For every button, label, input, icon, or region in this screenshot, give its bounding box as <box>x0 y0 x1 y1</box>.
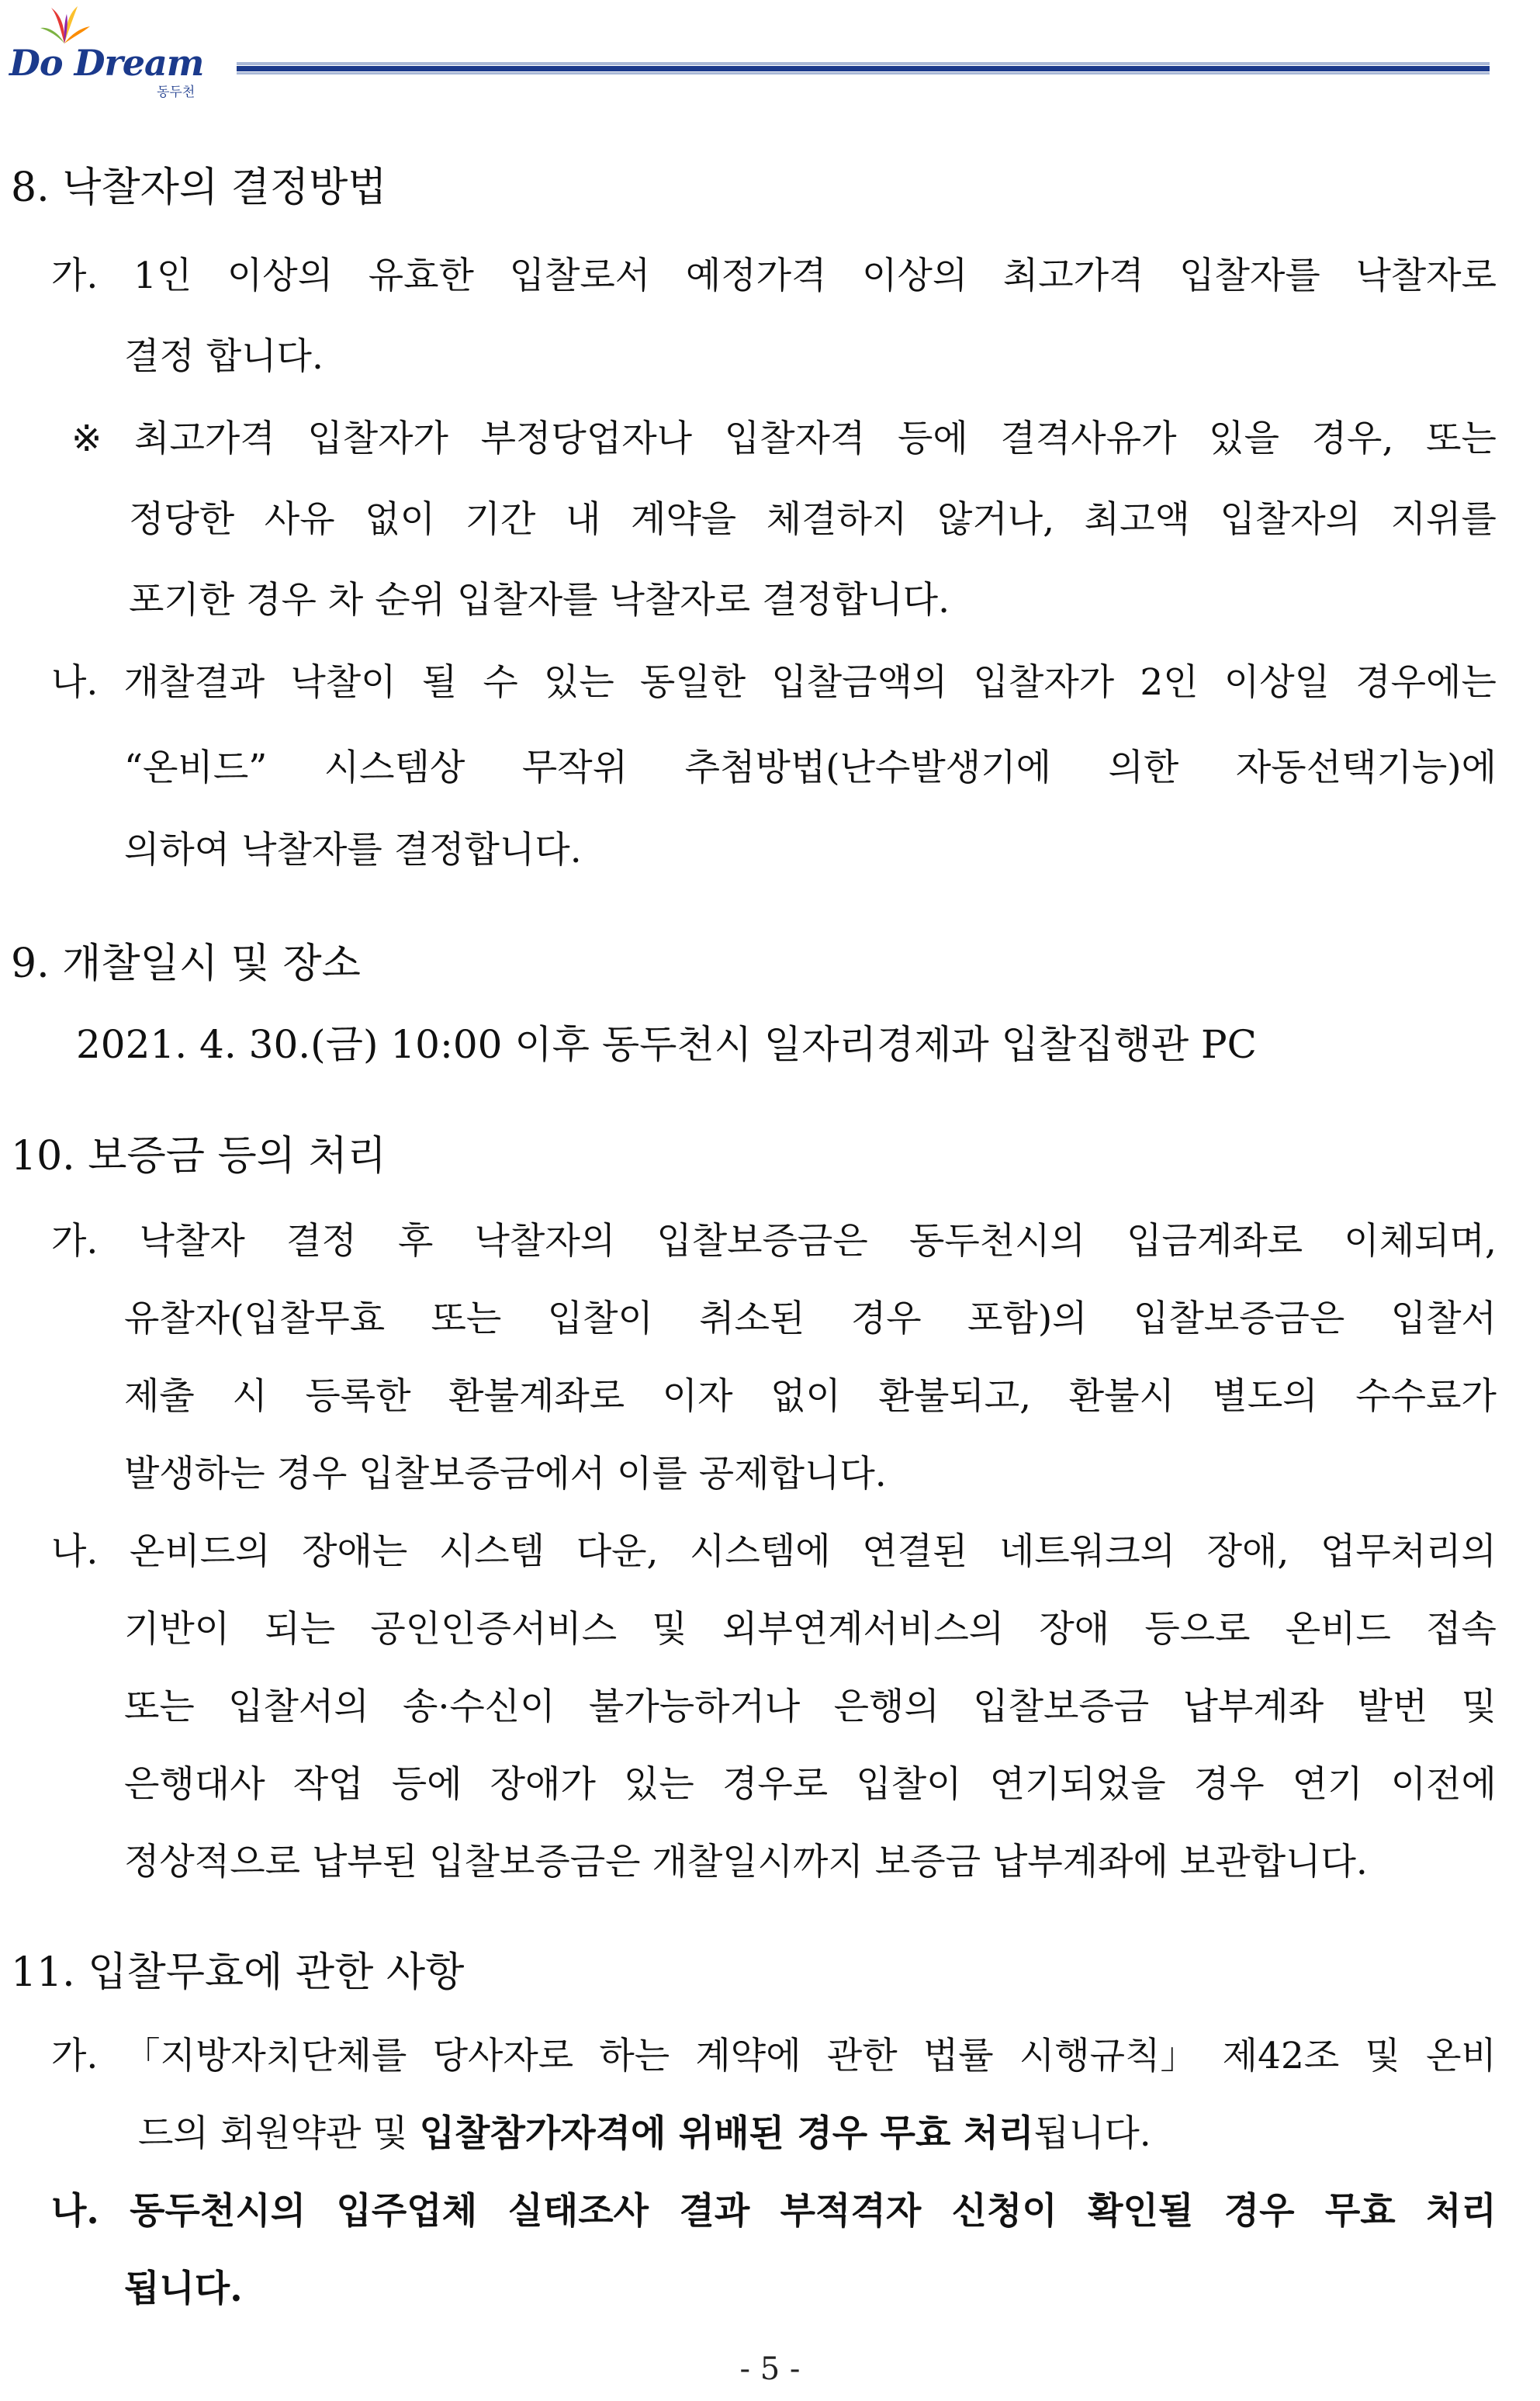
word: 추첨방법(난수발생기에 <box>684 747 1051 789</box>
section-11-heading: 11. 입찰무효에 관한 사항 <box>11 1949 465 1996</box>
section-10-heading: 10. 보증금 등의 처리 <box>11 1133 386 1180</box>
word: 연기되었을 <box>989 1763 1166 1806</box>
word: 또는 <box>431 1298 502 1340</box>
word: 동두천시의 <box>908 1220 1085 1263</box>
word: 유효한 <box>368 255 474 297</box>
word: 경우로 <box>722 1763 829 1806</box>
word: 입찰보증금은 <box>656 1220 868 1263</box>
word: 은행의 <box>833 1686 940 1728</box>
section-11-ga-line-2-pre: 드의 회원약관 및 <box>138 2112 420 2155</box>
word: 되는 <box>265 1608 336 1651</box>
word: 확인될 <box>1088 2190 1194 2233</box>
word: 무작위 <box>521 747 628 789</box>
word: 송·수신이 <box>403 1686 555 1728</box>
word: 입찰자가 <box>307 417 448 460</box>
word: 연기 <box>1292 1763 1363 1806</box>
word: 가. <box>51 255 99 297</box>
word: 장애는 <box>302 1530 408 1573</box>
section-11-ga-line-2 <box>138 2111 1151 2157</box>
word: 의한 <box>1108 747 1179 789</box>
word: 최고액 <box>1084 498 1190 541</box>
word: 자동선택기능)에 <box>1235 747 1497 789</box>
word: 취소된 <box>699 1298 805 1340</box>
word: 업무처리의 <box>1320 1530 1497 1573</box>
section-9-heading: 9. 개찰일시 및 장소 <box>11 941 361 987</box>
section-10-ga-line-1 <box>51 1218 1497 1265</box>
section-11-ga-line-2-post: 됩니다. <box>1033 2112 1151 2155</box>
word: 체결하지 <box>766 498 908 541</box>
word: 다운, <box>576 1530 659 1573</box>
word: 내 <box>565 498 601 541</box>
word: 기반이 <box>124 1608 230 1651</box>
section-11-ga-line-1 <box>51 2033 1497 2080</box>
word: 이전에 <box>1390 1763 1497 1806</box>
word: 가. <box>51 2035 99 2077</box>
word: 낙찰이 <box>290 661 396 704</box>
word: 및 <box>1365 2035 1400 2077</box>
word: 또는 <box>124 1686 195 1728</box>
section-8-ga-line-2: 결정 합니다. <box>124 335 324 378</box>
word: 결과 <box>679 2190 750 2233</box>
page-number: - 5 - <box>739 2351 801 2387</box>
section-8-note-line-1 <box>71 416 1497 463</box>
word: 낙찰자의 <box>474 1220 616 1263</box>
word: 「지방자치단체를 <box>123 2035 407 2077</box>
word: 시스템 <box>438 1530 545 1573</box>
word: 입찰이 <box>547 1298 653 1340</box>
word: 장애가 <box>490 1763 596 1806</box>
page-header <box>0 0 1540 100</box>
word: 경우, <box>1311 417 1394 460</box>
word: 최고가격 <box>1002 255 1144 297</box>
word: 불가능하거나 <box>588 1686 801 1728</box>
section-10-na-line-1 <box>51 1529 1497 1575</box>
section-10-ga-line-3 <box>124 1374 1497 1420</box>
section-10-ga-line-2 <box>124 1296 1497 1343</box>
word: 입찰자를 <box>1179 255 1320 297</box>
word: 등에 <box>391 1763 462 1806</box>
word: 유찰자(입찰무효 <box>124 1298 386 1340</box>
word: 외부연계서비스의 <box>722 1608 1005 1651</box>
section-8-na-line-2 <box>124 745 1497 792</box>
word: 환불되고, <box>878 1375 1032 1418</box>
word: 공인인증서비스 <box>370 1608 618 1651</box>
word: 입찰자의 <box>1220 498 1362 541</box>
word: 이상의 <box>227 255 334 297</box>
word: 낙찰자 <box>139 1220 245 1263</box>
word: 시 <box>232 1375 268 1418</box>
word: 2인 <box>1140 661 1199 704</box>
section-8-note-line-3: 포기한 경우 차 순위 입찰자를 낙찰자로 결정합니다. <box>129 579 950 622</box>
word: 제42조 <box>1222 2035 1340 2077</box>
word: 정당한 <box>129 498 235 541</box>
word: 개찰결과 <box>123 661 265 704</box>
section-8-heading: 8. 낙찰자의 결정방법 <box>11 165 387 211</box>
section-10-na-line-3 <box>124 1684 1497 1731</box>
word: 작업 <box>292 1763 364 1806</box>
word: 경우 <box>850 1298 922 1340</box>
word: 나. <box>51 661 99 704</box>
section-8-note-line-2 <box>129 497 1497 543</box>
word: 계약을 <box>630 498 737 541</box>
word: 입찰서 <box>1390 1298 1497 1340</box>
header-divider <box>237 62 1490 74</box>
word: 후 <box>397 1220 434 1263</box>
word: 기간 <box>465 498 536 541</box>
word: 입찰보증금은 <box>1133 1298 1345 1340</box>
word: 있는 <box>624 1763 694 1806</box>
word: 네트워크의 <box>999 1530 1176 1573</box>
word: 온비드의 <box>129 1530 271 1573</box>
word: 수수료가 <box>1355 1375 1497 1418</box>
word: 없이 <box>770 1375 841 1418</box>
word: 입금계좌로 <box>1126 1220 1303 1263</box>
word: 등으로 <box>1144 1608 1251 1651</box>
word: 입주업체 <box>336 2190 478 2233</box>
section-11-na-line-1 <box>51 2188 1497 2235</box>
word: 경우에는 <box>1355 661 1497 704</box>
word: 별도의 <box>1212 1375 1318 1418</box>
word: 있을 <box>1209 417 1279 460</box>
word: 부정당업자나 <box>480 417 693 460</box>
word: 접속 <box>1426 1608 1497 1651</box>
section-8-na-line-1 <box>51 660 1497 706</box>
word: 시스템에 <box>690 1530 831 1573</box>
word: 이상일 <box>1223 661 1331 704</box>
word: 발번 <box>1357 1686 1428 1728</box>
word: 부적격자 <box>780 2190 922 2233</box>
word: 입찰로서 <box>509 255 651 297</box>
word: 경우 <box>1223 2190 1295 2233</box>
word: 또는 <box>1426 417 1497 460</box>
word: 등록한 <box>305 1375 411 1418</box>
word: 장애, <box>1206 1530 1289 1573</box>
word: 경우 <box>1193 1763 1265 1806</box>
word: 입찰이 <box>856 1763 962 1806</box>
word: 않거나, <box>936 498 1055 541</box>
section-10-na-line-2 <box>124 1606 1497 1653</box>
section-10-na-line-5: 정상적으로 납부된 입찰보증금은 개찰일시까지 보증금 납부계좌에 보관합니다. <box>124 1841 1368 1883</box>
section-8-na-line-3: 의하여 낙찰자를 결정합니다. <box>124 829 582 871</box>
word: 시스템상 <box>324 747 465 789</box>
word: 신청이 <box>951 2190 1057 2233</box>
section-10-na-line-4 <box>124 1762 1497 1808</box>
word: 무효 <box>1324 2190 1396 2233</box>
word: 환불계좌로 <box>448 1375 625 1418</box>
word: ※ <box>71 417 102 460</box>
word: 결격사유가 <box>1000 417 1177 460</box>
word: 나. <box>51 2190 99 2233</box>
word: 최고가격 <box>134 417 275 460</box>
word: 결정 <box>286 1220 357 1263</box>
word: 나. <box>51 1530 99 1573</box>
word: 있는 <box>543 661 614 704</box>
word: 예정가격 <box>685 255 827 297</box>
word: 입찰서의 <box>228 1686 369 1728</box>
word: 계약에 <box>695 2035 801 2077</box>
flower-logo-icon <box>37 3 92 47</box>
word: “온비드” <box>124 747 268 789</box>
word: 및 <box>1461 1686 1497 1728</box>
word: 동일한 <box>639 661 746 704</box>
word: 제출 <box>124 1375 195 1418</box>
word: 이체되며, <box>1344 1220 1497 1263</box>
word: 낙찰자로 <box>1355 255 1497 297</box>
section-10-ga-line-4: 발생하는 경우 입찰보증금에서 이를 공제합니다. <box>124 1453 887 1495</box>
word: 이자 <box>662 1375 733 1418</box>
word: 납부계좌 <box>1182 1686 1324 1728</box>
word: 환불시 <box>1068 1375 1175 1418</box>
word: 입찰보증금 <box>973 1686 1150 1728</box>
word: 관한 <box>826 2035 898 2077</box>
section-8-ga-line-1 <box>51 253 1497 300</box>
word: 1인 <box>133 255 192 297</box>
word: 수 <box>483 661 518 704</box>
word: 법률 <box>922 2035 994 2077</box>
word: 처리 <box>1426 2190 1497 2233</box>
word: 당사자로 <box>432 2035 574 2077</box>
word: 등에 <box>898 417 968 460</box>
word: 입찰자격 <box>724 417 866 460</box>
logo-subtext: 동두천 <box>157 85 196 100</box>
word: 및 <box>652 1608 687 1651</box>
word: 포함)의 <box>967 1298 1088 1340</box>
word: 없이 <box>365 498 435 541</box>
word: 장애 <box>1039 1608 1110 1651</box>
section-9-body: 2021. 4. 30.(금) 10:00 이후 동두천시 일자리경제과 입찰집행관 PC <box>76 1022 1257 1067</box>
word: 은행대사 <box>124 1763 265 1806</box>
word: 온비 <box>1426 2035 1497 2077</box>
word: 동두천시의 <box>130 2190 306 2233</box>
logo-text: Do Dream <box>9 42 204 84</box>
section-11-ga-line-2-bold: 입찰참가자격에 위배된 경우 무효 처리 <box>419 2112 1034 2155</box>
word: 사유 <box>264 498 335 541</box>
word: 가. <box>51 1220 99 1263</box>
word: 시행규칙」 <box>1019 2035 1197 2077</box>
word: 하는 <box>599 2035 670 2077</box>
word: 될 <box>421 661 458 704</box>
section-11-na-line-2: 됩니다. <box>124 2268 243 2310</box>
word: 실태조사 <box>507 2190 649 2233</box>
word: 입찰금액의 <box>771 661 948 704</box>
word: 입찰자가 <box>973 661 1115 704</box>
word: 이상의 <box>862 255 968 297</box>
word: 온비드 <box>1285 1608 1391 1651</box>
dodream-logo <box>9 3 242 100</box>
word: 연결된 <box>862 1530 968 1573</box>
word: 지위를 <box>1390 498 1497 541</box>
